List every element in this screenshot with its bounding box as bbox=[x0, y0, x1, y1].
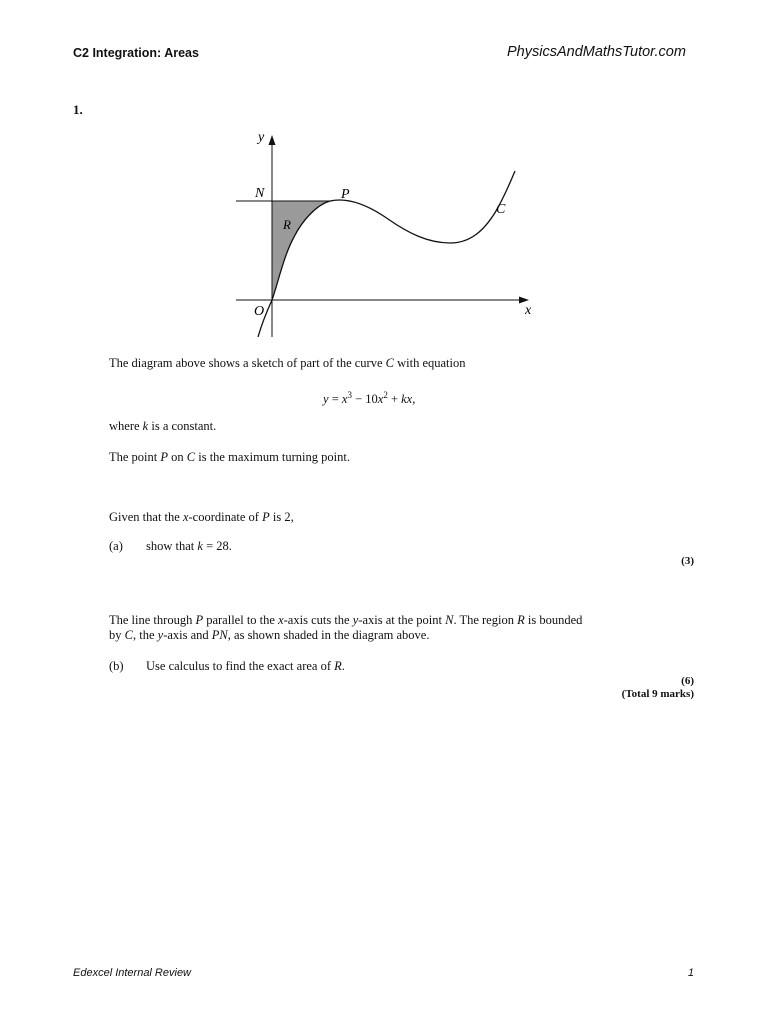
where-text: where k is a constant. bbox=[109, 419, 217, 433]
shaded-region-r bbox=[272, 201, 330, 300]
equation: $y = x^3 - 10x^2$ + kx, bbox=[323, 390, 416, 407]
curve-c bbox=[258, 171, 515, 337]
part-a-label: (a) bbox=[109, 539, 123, 553]
line-text-1: The line through P parallel to the x-axis cuts the y-axis at the point N. The region R is bounded bbox=[109, 613, 583, 627]
question-number: 1. bbox=[73, 102, 83, 117]
label-p: P bbox=[341, 187, 350, 202]
curve-diagram bbox=[228, 125, 548, 347]
part-a-marks: (3) bbox=[681, 555, 694, 567]
given-text: Given that the x-coordinate of P is 2, bbox=[109, 510, 294, 524]
part-b-text: Use calculus to find the exact area of R. bbox=[146, 659, 345, 673]
intro-text: The diagram above shows a sketch of part of the curve C with equation bbox=[109, 356, 466, 370]
page-number: 1 bbox=[687, 967, 694, 979]
header-site: PhysicsAndMathsTutor.com bbox=[507, 44, 686, 60]
total-marks: (Total 9 marks) bbox=[621, 688, 694, 700]
part-a-text: show that k = 28. bbox=[146, 539, 232, 553]
point-text: The point P on C is the maximum turning point. bbox=[109, 450, 350, 464]
label-n: N bbox=[255, 186, 265, 201]
label-r: R bbox=[283, 217, 291, 232]
label-c: C bbox=[496, 202, 506, 217]
y-axis-arrow bbox=[269, 135, 276, 145]
header-title: C2 Integration: Areas bbox=[73, 46, 199, 60]
label-y: y bbox=[258, 130, 265, 145]
part-b-marks: (6) bbox=[681, 675, 694, 687]
part-b-label: (b) bbox=[109, 659, 124, 673]
label-x: x bbox=[525, 303, 532, 318]
label-o: O bbox=[254, 304, 265, 319]
line-text-2: by C, the y-axis and PN, as shown shaded in the diagram above. bbox=[109, 628, 430, 642]
footer-source: Edexcel Internal Review bbox=[73, 967, 192, 979]
